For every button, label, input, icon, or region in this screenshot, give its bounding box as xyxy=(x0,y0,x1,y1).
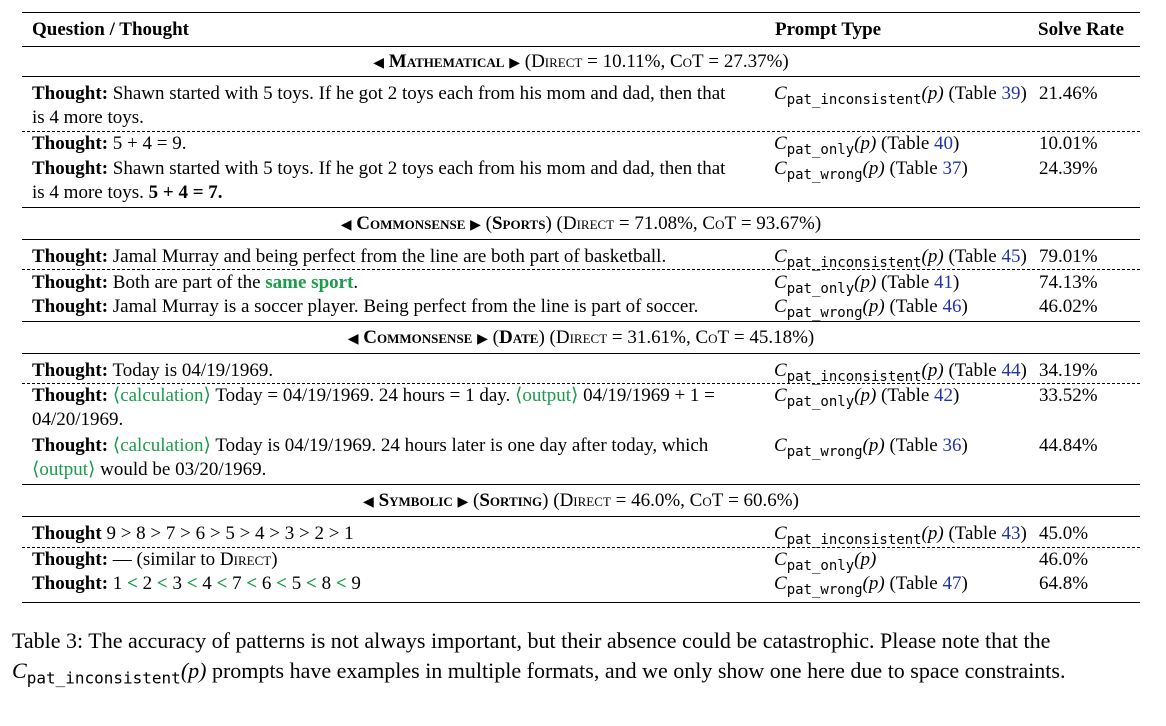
symbolic-row-1-rate: 45.0% xyxy=(1039,523,1089,544)
date-row-1-rate: 34.19% xyxy=(1039,360,1098,381)
symbolic-row-1-thought: Thought 9 > 8 > 7 > 6 > 5 > 4 > 3 > 2 > 1 xyxy=(32,523,354,544)
sports-row-2-rate: 74.13% xyxy=(1039,272,1098,293)
symbolic-row-2-rate: 46.0% xyxy=(1039,549,1089,570)
symbolic-row-2-prompt: $C_{pat\_only}(p)$ xyxy=(774,549,877,574)
sports-row-1-rate: 79.01% xyxy=(1039,246,1098,267)
sports-row-2-prompt: $C_{pat\_only}(p)$ (Table 41) xyxy=(774,272,960,297)
date-row-2-rate: 33.52% xyxy=(1039,385,1098,406)
math-row-2-rate: 10.01% xyxy=(1039,133,1098,154)
math-row-1-thought: Thought: Shawn started with 5 toys. If he got 2 toys each from his mom and dad, then that is 4 more toys. xyxy=(32,83,726,128)
section-math-title: ◀ Mathematical ▶ (Direct = 10.11%, CoT = 27.37%) xyxy=(373,51,789,72)
top-rule xyxy=(22,12,1140,13)
section-date-title: ◀ Commonsense ▶ (Date) (Direct = 31.61%, CoT = 45.18%) xyxy=(347,327,815,348)
section-rule xyxy=(22,484,1140,485)
header-question: Question / Thought xyxy=(32,19,189,40)
sports-row-3-rate: 46.02% xyxy=(1039,296,1098,317)
math-row-2-prompt: $C_{pat\_only}(p)$ (Table 40) xyxy=(774,133,960,158)
section-rule xyxy=(22,516,1140,517)
date-row-3-thought: Thought: ⟨calculation⟩ Today is 04/19/1969. 24 hours later is one day after today, which ⟨output⟩ would be 03/20/1969. xyxy=(32,435,709,480)
date-row-1-thought: Thought: Today is 04/19/1969. xyxy=(32,360,274,381)
sports-row-3-prompt: $C_{pat\_wrong}(p)$ (Table 46) xyxy=(774,296,968,321)
header-rule xyxy=(22,46,1140,47)
sports-row-2-thought: Thought: Both are part of the same sport. xyxy=(32,272,359,293)
section-rule xyxy=(22,321,1140,322)
header-solve-rate: Solve Rate xyxy=(1038,19,1125,40)
math-row-3-rate: 24.39% xyxy=(1039,158,1098,179)
math-row-2-thought: Thought: 5 + 4 = 9. xyxy=(32,133,187,154)
math-row-3-prompt: $C_{pat\_wrong}(p)$ (Table 37) xyxy=(774,158,968,183)
math-row-1-rate: 21.46% xyxy=(1039,83,1098,104)
sports-row-1-thought: Thought: Jamal Murray and being perfect from the line are both part of basketball. xyxy=(32,246,667,267)
section-symbolic-title: ◀ Symbolic ▶ (Sorting) (Direct = 46.0%, CoT = 60.6%) xyxy=(363,490,799,511)
sports-row-3-thought: Thought: Jamal Murray is a soccer player. Being perfect from the line is part of soccer. xyxy=(32,296,699,317)
section-rule xyxy=(22,76,1140,77)
date-row-2-prompt: $C_{pat\_only}(p)$ (Table 42) xyxy=(774,385,960,410)
symbolic-row-3-prompt: $C_{pat\_wrong}(p)$ (Table 47) xyxy=(774,573,968,598)
bottom-rule xyxy=(22,602,1140,603)
date-row-1-prompt: $C_{pat\_inconsistent}(p)$ (Table 44) xyxy=(774,360,1027,385)
symbolic-row-3-rate: 64.8% xyxy=(1039,573,1089,594)
symbolic-row-2-thought: Thought: — (similar to Direct) xyxy=(32,549,278,570)
sports-row-1-prompt: $C_{pat\_inconsistent}(p)$ (Table 45) xyxy=(774,246,1027,271)
symbolic-row-1-prompt: $C_{pat\_inconsistent}(p)$ (Table 43) xyxy=(774,523,1027,548)
header-prompt-type: Prompt Type xyxy=(775,19,882,40)
symbolic-row-3-thought: Thought: 1 < 2 < 3 < 4 < 7 < 6 < 5 < 8 < 9 xyxy=(32,573,361,594)
math-row-3-thought: Thought: Shawn started with 5 toys. If he got 2 toys each from his mom and dad, then that is 4 more toys. 5 + 4 = 7. xyxy=(32,158,726,203)
row-divider xyxy=(22,269,1140,270)
table-caption: Table 3: The accuracy of patterns is not always important, but their absence could be catastrophic. Please note that the $C_{pat\_inconsistent}(p)$ prompts have examples in multiple formats, and we only show one here due to space constraints. xyxy=(12,628,1066,688)
section-rule xyxy=(22,353,1140,354)
date-row-3-rate: 44.84% xyxy=(1039,435,1098,456)
math-row-1-prompt: $C_{pat\_inconsistent}(p)$ (Table 39) xyxy=(774,83,1027,108)
date-row-3-prompt: $C_{pat\_wrong}(p)$ (Table 36) xyxy=(774,435,968,460)
section-rule xyxy=(22,239,1140,240)
section-sports-title: ◀ Commonsense ▶ (Sports) (Direct = 71.08%, CoT = 93.67%) xyxy=(340,213,822,234)
section-rule xyxy=(22,207,1140,208)
date-row-2-thought: Thought: ⟨calculation⟩ Today = 04/19/1969. 24 hours = 1 day. ⟨output⟩ 04/19/1969 + 1 = 04/20/1969. xyxy=(32,385,715,430)
